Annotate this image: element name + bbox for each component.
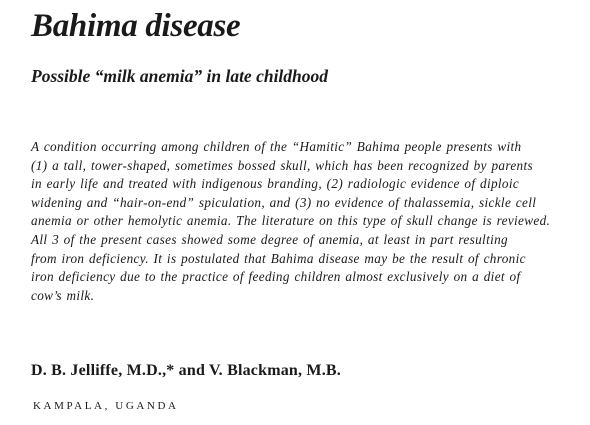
abstract-line: (1) a tall, tower-shaped, sometimes bossed skull, which has been recognized by parents	[31, 157, 533, 173]
abstract-line: in early life and treated with indigenous branding, (2) radiologic evidence of diploic	[31, 176, 520, 192]
abstract-line: cow’s milk.	[31, 287, 95, 303]
author-byline: D. B. Jelliffe, M.D.,* and V. Blackman, M.B.	[31, 362, 341, 379]
abstract-line: widening and “hair-on-end” spiculation, and (3) no evidence of thalassemia, sickle cell	[31, 194, 537, 210]
abstract	[31, 138, 590, 305]
abstract-line: from iron deficiency. It is postulated that Bahima disease may be the result of chronic	[31, 250, 526, 266]
abstract-line: A condition occurring among children of the “Hamitic” Bahima people presents with	[31, 139, 522, 154]
abstract-line: anemia or other hemolytic anemia. The literature on this type of skull change is reviewed.	[31, 213, 551, 229]
article-subtitle: Possible “milk anemia” in late childhood	[31, 66, 329, 86]
abstract-line: iron deficiency due to the practice of feeding children almost exclusively on a diet of	[31, 269, 521, 285]
article-title: Bahima disease	[31, 8, 241, 44]
abstract-line: All 3 of the present cases showed some degree of anemia, at least in part resulting	[31, 231, 508, 247]
author-location: KAMPALA, UGANDA	[33, 400, 179, 412]
